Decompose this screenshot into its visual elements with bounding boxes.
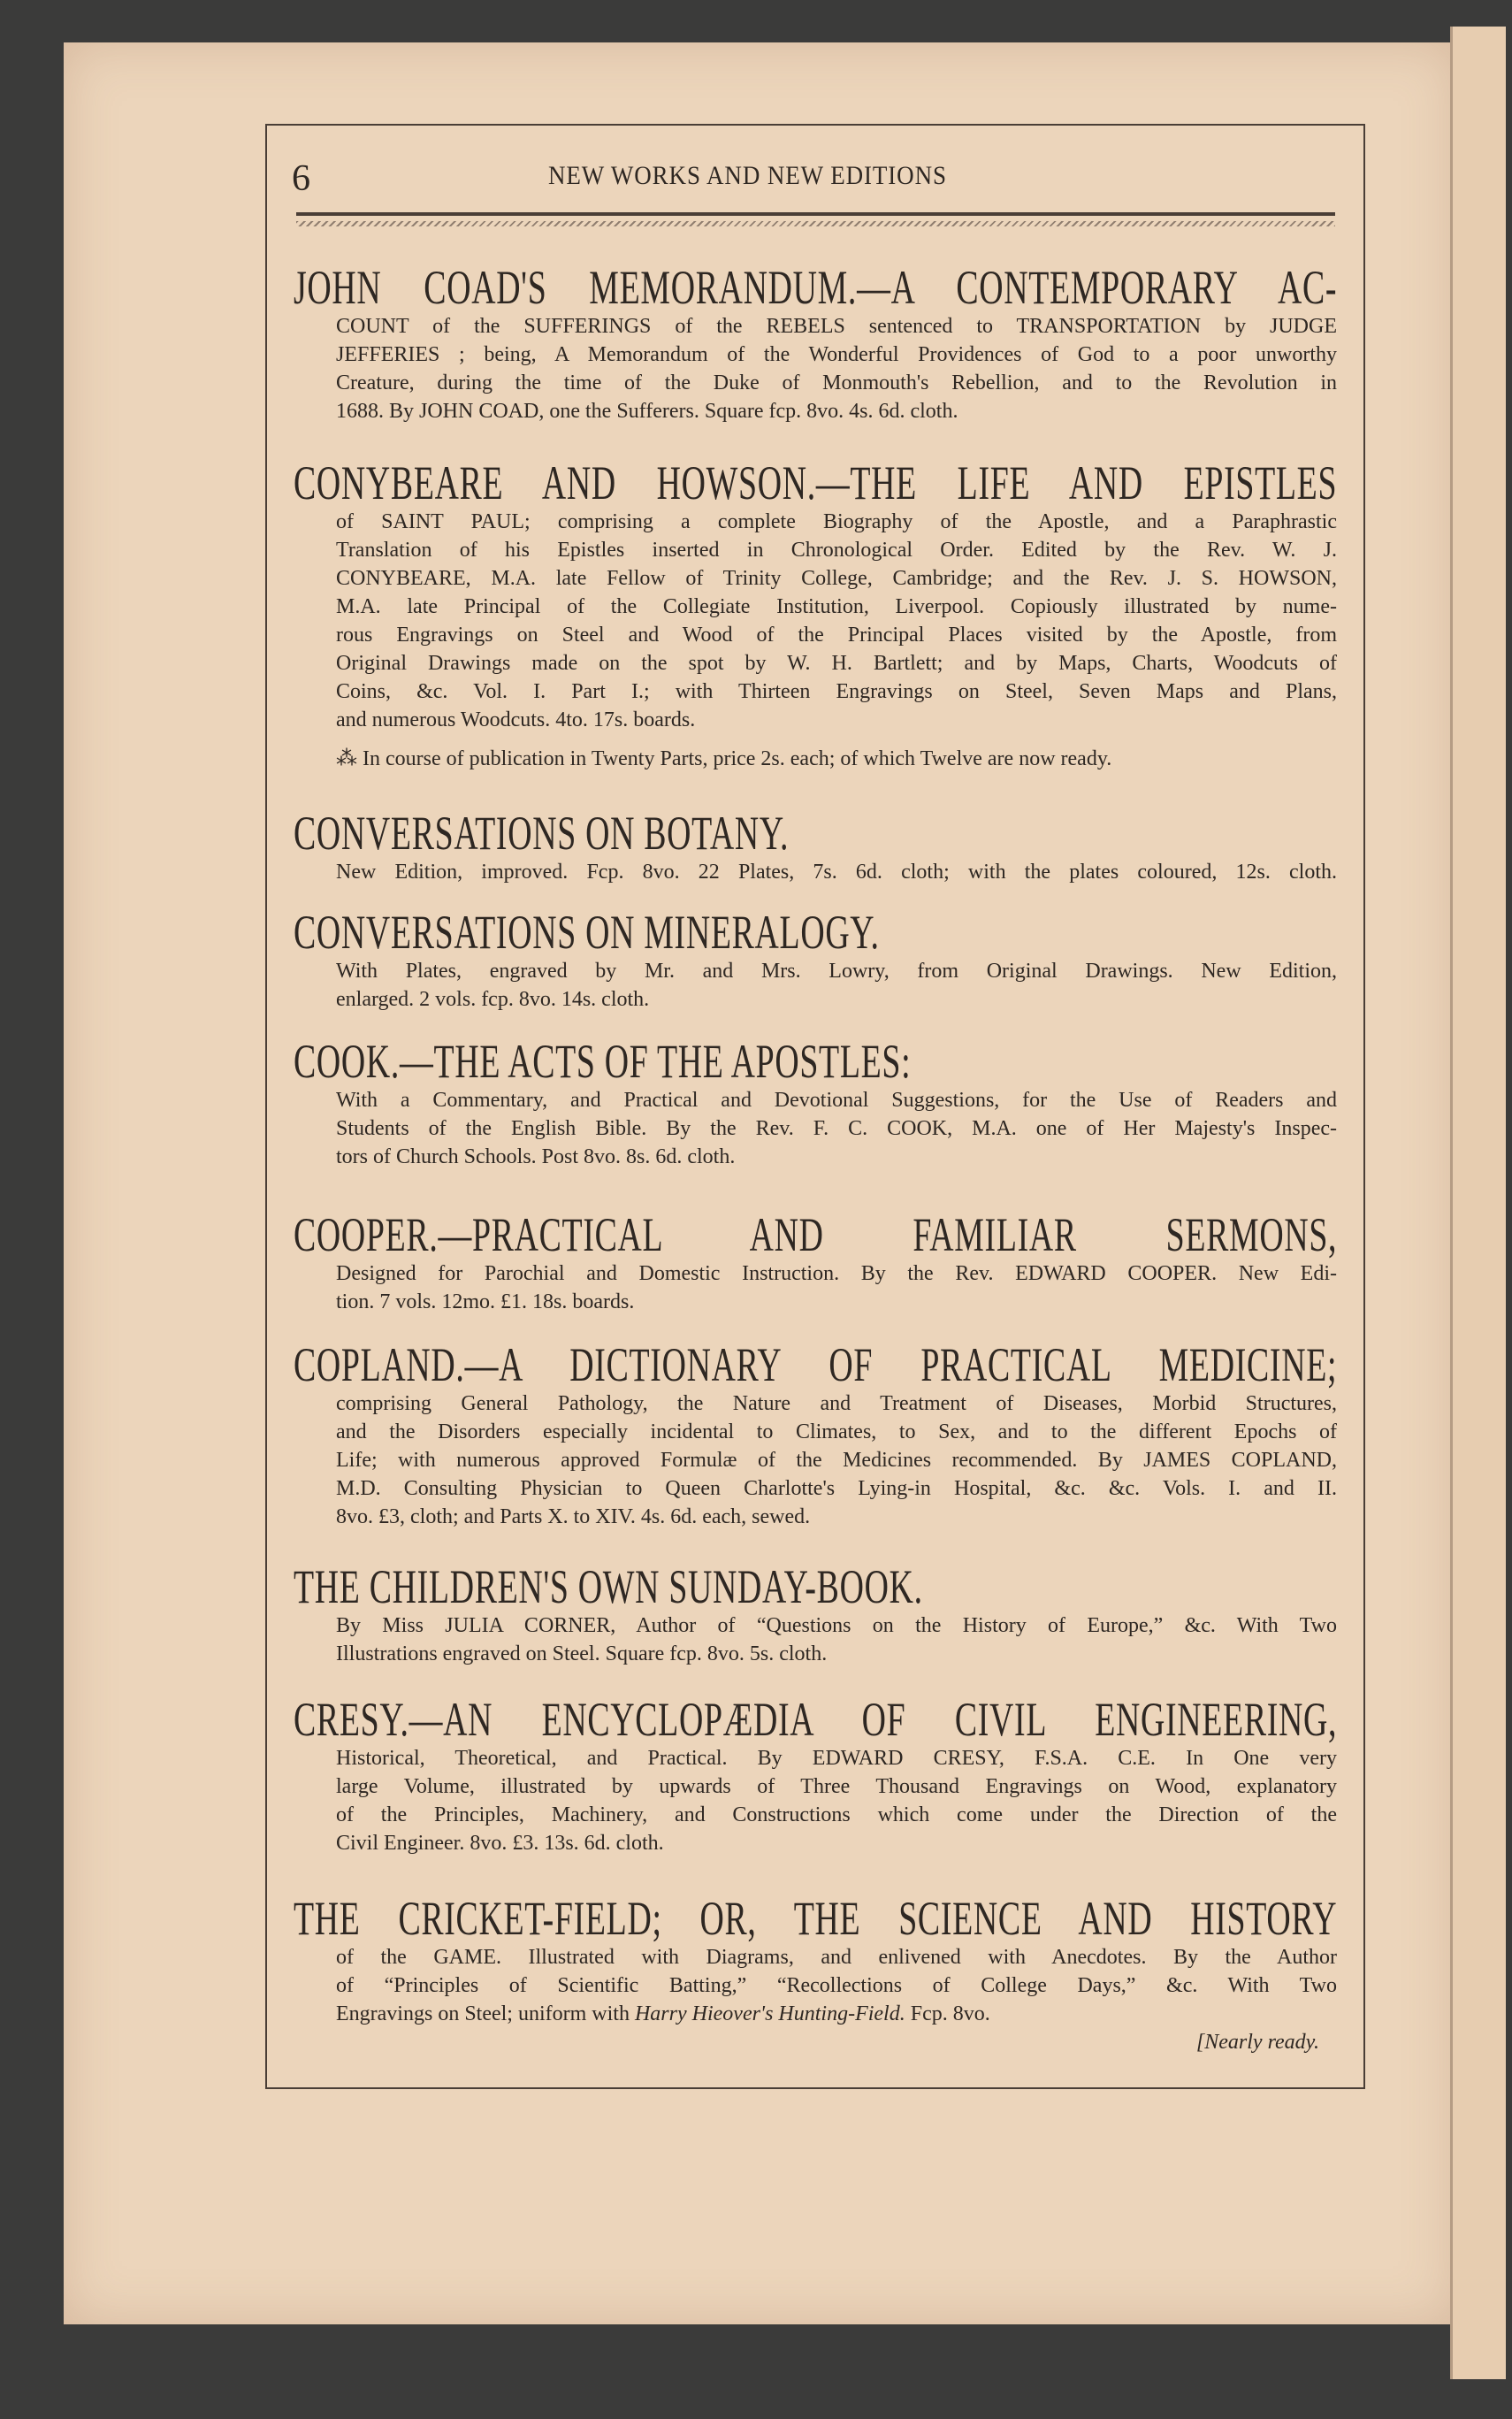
entry-heading: THE CHILDREN'S OWN SUNDAY-BOOK. bbox=[294, 1560, 923, 1613]
description-line: New Edition, improved. Fcp. 8vo. 22 Plates, 7s. 6d. cloth; with the plates coloured, 12s. cloth. bbox=[336, 861, 1337, 884]
publication-note: ⁂ In course of publication in Twenty Parts, price 2s. each; of which Twelve are now ready. bbox=[336, 747, 1112, 770]
running-header: NEW WORKS AND NEW EDITIONS bbox=[548, 161, 947, 190]
entry-description bbox=[336, 957, 1337, 1014]
description-line: and the Disorders especially incidental to Climates, to Sex, and to the different Epochs of bbox=[336, 1420, 1337, 1443]
description-line: Coins, &c. Vol. I. Part I.; with Thirteen Engravings on Steel, Seven Maps and Plans, bbox=[336, 680, 1337, 703]
entry-description bbox=[336, 508, 1337, 734]
line-text: Fcp. 8vo. bbox=[905, 2002, 990, 2025]
header-wavy-rule bbox=[296, 221, 1335, 226]
description-line: enlarged. 2 vols. fcp. 8vo. 14s. cloth. bbox=[336, 988, 650, 1011]
description-line bbox=[336, 2000, 1337, 2028]
catalogue-entry bbox=[294, 1340, 1337, 1531]
description-line: large Volume, illustrated by upwards of Three Thousand Engravings on Wood, explanatory bbox=[336, 1775, 1337, 1798]
description-line: M.A. late Principal of the Collegiate Institution, Liverpool. Copiously illustrated by nume- bbox=[336, 595, 1337, 618]
entry-heading: JOHN COAD'S MEMORANDUM.—A CONTEMPORARY AC- bbox=[294, 261, 1338, 314]
description-line: Original Drawings made on the spot by W. H. Bartlett; and by Maps, Charts, Woodcuts of bbox=[336, 652, 1337, 675]
description-line: M.D. Consulting Physician to Queen Charlotte's Lying-in Hospital, &c. &c. Vols. I. and II. bbox=[336, 1477, 1337, 1500]
entry-heading: COOK.—THE ACTS OF THE APOSTLES: bbox=[294, 1035, 912, 1088]
description-line: comprising General Pathology, the Nature and Treatment of Diseases, Morbid Structures, bbox=[336, 1392, 1337, 1415]
description-line: With a Commentary, and Practical and Devotional Suggestions, for the Use of Readers and bbox=[336, 1089, 1337, 1112]
header-rule bbox=[296, 212, 1335, 216]
description-line: Designed for Parochial and Domestic Instruction. By the Rev. EDWARD COOPER. New Edi- bbox=[336, 1262, 1337, 1285]
entry-description bbox=[336, 1259, 1337, 1316]
entry-description bbox=[336, 1389, 1337, 1531]
entry-description bbox=[336, 858, 1337, 886]
description-line: Illustrations engraved on Steel. Square fcp. 8vo. 5s. cloth. bbox=[336, 1642, 828, 1665]
description-line: of SAINT PAUL; comprising a complete Biography of the Apostle, and a Paraphrastic bbox=[336, 510, 1337, 533]
entry-heading: CONVERSATIONS ON MINERALOGY. bbox=[294, 906, 880, 959]
status-note: [Nearly ready. bbox=[1195, 2031, 1319, 2054]
description-line: tors of Church Schools. Post 8vo. 8s. 6d. cloth. bbox=[336, 1145, 736, 1168]
catalogue-entry bbox=[294, 1562, 1337, 1668]
description-line: Civil Engineer. 8vo. £3. 13s. 6d. cloth. bbox=[336, 1832, 664, 1855]
description-line: JEFFERIES ; being, A Memorandum of the Wonderful Providences of God to a poor unworthy bbox=[336, 343, 1337, 366]
catalogue-entry bbox=[294, 458, 1337, 734]
page-number: 6 bbox=[292, 158, 310, 199]
entry-heading: CONYBEARE AND HOWSON.—THE LIFE AND EPISTLES bbox=[294, 456, 1338, 509]
italic-title: Harry Hieover's Hunting-Field. bbox=[634, 2002, 905, 2025]
entry-description bbox=[336, 1744, 1337, 1857]
entry-heading: THE CRICKET-FIELD; OR, THE SCIENCE AND HISTORY bbox=[294, 1892, 1338, 1945]
entry-description bbox=[336, 1086, 1337, 1171]
description-line: 1688. By JOHN COAD, one the Sufferers. Square fcp. 8vo. 4s. 6d. cloth. bbox=[336, 400, 958, 423]
description-line: By Miss JULIA CORNER, Author of “Questions on the History of Europe,” &c. With Two bbox=[336, 1614, 1337, 1637]
description-line: of the GAME. Illustrated with Diagrams, and enlivened with Anecdotes. By the Author bbox=[336, 1946, 1337, 1969]
catalogue-entry bbox=[294, 1037, 1337, 1171]
description-line: CONYBEARE, M.A. late Fellow of Trinity College, Cambridge; and the Rev. J. S. HOWSON, bbox=[336, 567, 1337, 590]
description-line: 8vo. £3, cloth; and Parts X. to XIV. 4s. 6d. each, sewed. bbox=[336, 1505, 811, 1528]
entry-description bbox=[336, 1943, 1337, 2056]
description-line: COUNT of the SUFFERINGS of the REBELS sentenced to TRANSPORTATION by JUDGE bbox=[336, 315, 1337, 338]
page-edge bbox=[1450, 27, 1506, 2379]
description-line: tion. 7 vols. 12mo. £1. 18s. boards. bbox=[336, 1290, 635, 1313]
catalogue-entry bbox=[294, 1894, 1337, 2056]
description-line: of “Principles of Scientific Batting,” “Recollections of College Days,” &c. With Two bbox=[336, 1974, 1337, 1997]
entry-heading: COPLAND.—A DICTIONARY OF PRACTICAL MEDICINE; bbox=[294, 1338, 1338, 1391]
description-line: Translation of his Epistles inserted in Chronological Order. Edited by the Rev. W. J. bbox=[336, 539, 1337, 562]
description-line: and numerous Woodcuts. 4to. 17s. boards. bbox=[336, 708, 696, 731]
catalogue-entry bbox=[294, 808, 1337, 886]
entry-heading: CRESY.—AN ENCYCLOPÆDIA OF CIVIL ENGINEERING, bbox=[294, 1693, 1338, 1746]
entry-description bbox=[336, 312, 1337, 425]
line-text: Engravings on Steel; uniform with bbox=[336, 2002, 635, 2025]
description-line: Life; with numerous approved Formulæ of the Medicines recommended. By JAMES COPLAND, bbox=[336, 1449, 1337, 1472]
entry-heading: CONVERSATIONS ON BOTANY. bbox=[294, 807, 790, 860]
catalogue-entry bbox=[294, 907, 1337, 1014]
catalogue-entry bbox=[294, 263, 1337, 425]
description-line: Creature, during the time of the Duke of Monmouth's Rebellion, and to the Revolution in bbox=[336, 371, 1337, 394]
catalogue-entry bbox=[294, 1695, 1337, 1857]
description-line: Historical, Theoretical, and Practical. By EDWARD CRESY, F.S.A. C.E. In One very bbox=[336, 1747, 1337, 1770]
description-line: of the Principles, Machinery, and Constructions which come under the Direction of the bbox=[336, 1803, 1337, 1826]
catalogue-entry bbox=[294, 1210, 1337, 1316]
description-line: rous Engravings on Steel and Wood of the Principal Places visited by the Apostle, from bbox=[336, 624, 1337, 647]
entry-description bbox=[336, 1611, 1337, 1668]
description-line: With Plates, engraved by Mr. and Mrs. Lowry, from Original Drawings. New Edition, bbox=[336, 960, 1337, 983]
entry-heading: COOPER.—PRACTICAL AND FAMILIAR SERMONS, bbox=[294, 1208, 1338, 1261]
description-line: Students of the English Bible. By the Rev. F. C. COOK, M.A. one of Her Majesty's Inspec- bbox=[336, 1117, 1337, 1140]
